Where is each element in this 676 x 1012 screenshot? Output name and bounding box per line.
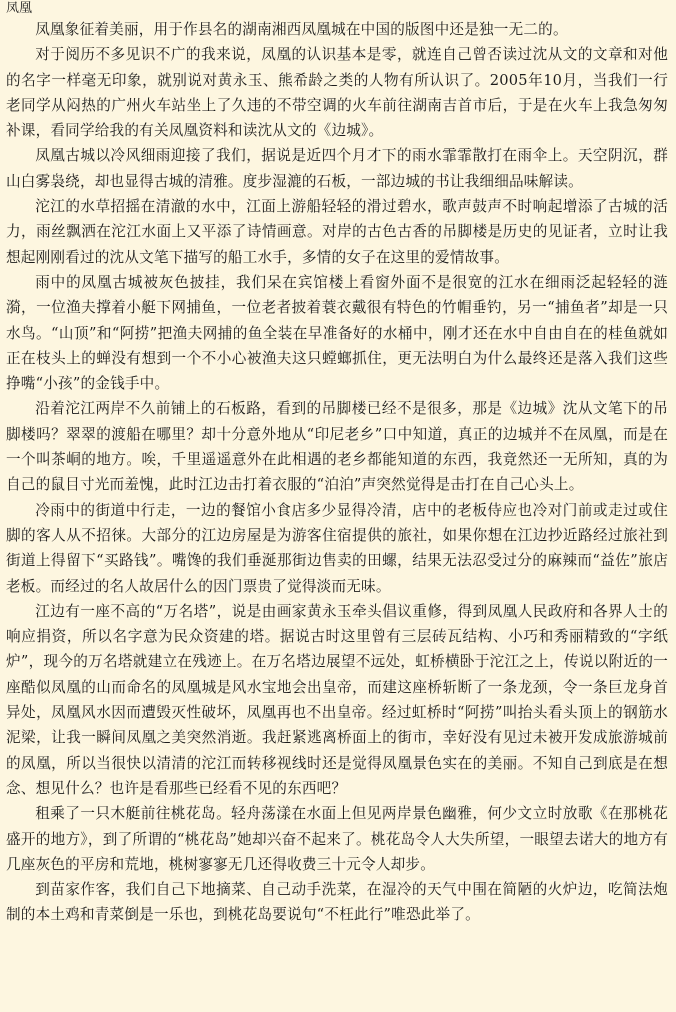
paragraph: 凤凰古城以冷风细雨迎接了我们，据说是近四个月才下的雨水霏霏散打在雨伞上。天空阴沉，群山白雾袅绕，却也显得古城的清雅。度步湿漉的石板，一部边城的书让我细细品味解读。 bbox=[6, 147, 668, 190]
article-title: 凤凰 bbox=[6, 1, 33, 16]
paragraph: 对于阅历不多见识不广的我来说，凤凰的认识基本是零，就连自己曾否读过沈从文的文章和对他的名字一样毫无印象，就别说对黄永玉、熊希龄之类的人物有所认识了。2005年10月，当我们一行老同学从闷热的广州火车站坐上了久违的不带空调的火车前往湖南吉首市后，于是在火车上我急匆匆补课，看同学给我的有关凤凰资料和读沈从文的《边城》。 bbox=[6, 46, 668, 140]
paragraph: 雨中的凤凰古城被灰色披挂，我们呆在宾馆楼上看窗外面不是很宽的江水在细雨泛起轻轻的涟漪，一位渔夫撑着小艇下网捕鱼，一位老者披着蓑衣戴很有特色的竹帽垂钓，另一“捕鱼者”却是一只水鸟。“山顶”和“阿捞”把渔夫网捕的鱼全装在早准备好的水桶中，刚才还在水中自由自在的桂鱼就如正在枝头上的蝉没有想到一个不小心被渔夫这只螳螂抓住，更无法明白为什么最终还是落入我们这些挣嘴“小孩”的金钱手中。 bbox=[6, 273, 668, 393]
paragraph: 凤凰象征着美丽，用于作县名的湖南湘西凤凰城在中国的版图中还是独一无二的。 bbox=[35, 21, 568, 38]
paragraph: 租乘了一只木艇前往桃花岛。轻舟荡漾在水面上但见两岸景色幽雅，何少文立时放歌《在那桃花盛开的地方》，到了所谓的“桃花岛”她却兴奋不起来了。桃花岛令人大失所望，一眼望去诺大的地方有几座灰色的平房和荒地，桃树寥寥无几还得收费三十元令人却步。 bbox=[6, 805, 668, 873]
paragraph: 沿着沱江两岸不久前铺上的石板路，看到的吊脚楼已经不是很多，那是《边城》沈从文笔下的吊脚楼吗？翠翠的渡船在哪里？却十分意外地从“印尼老乡”口中知道，真正的边城并不在凤凰，而是在一个叫茶峒的地方。唉，千里遥遥意外在此相遇的老乡都能知道的东西，我竟然还一无所知，真的为自己的鼠目寸光而羞愧，此时江边击打着衣服的“泊泊”声突然觉得是击打在自己心头上。 bbox=[6, 400, 668, 494]
paragraph: 到苗家作客，我们自己下地摘菜、自己动手洗菜，在湿冷的天气中围在简陋的火炉边，吃简法炮制的本土鸡和青菜倒是一乐也，到桃花岛要说句“不枉此行”唯恐此举了。 bbox=[6, 881, 668, 924]
paragraph: 沱江的水草招摇在清澈的水中，江面上游船轻轻的滑过碧水，歌声鼓声不时响起增添了古城的活力，雨丝飘洒在沱江水面上又平添了诗情画意。对岸的古色古香的吊脚楼是历史的见证者，立时让我想起刚刚看过的沈从文笔下描写的船工水手，多情的女子在这里的爱情故事。 bbox=[6, 198, 668, 266]
paragraph: 江边有一座不高的“万名塔”，说是由画家黄永玉牵头倡议重修，得到凤凰人民政府和各界人士的响应捐资，所以名字意为民众资建的塔。据说古时这里曾有三层砖瓦结构、小巧和秀丽精致的“字纸炉”，现今的万名塔就建立在残迹上。在万名塔边展望不远处，虹桥横卧于沱江之上，传说以附近的一座酷似凤凰的山而命名的凤凰城是风水宝地会出皇帝，而建这座桥斩断了一条龙颈，令一条巨龙身首异处，凤凰风水因而遭毁灭性破坏，凤凰再也不出皇帝。经过虹桥时“阿捞”叫抬头看头顶上的钢筋水泥梁，让我一瞬间凤凰之美突然消逝。我赶紧逃离桥面上的街市，幸好没有见过未被开发成旅游城前的凤凰，所以当很快以清清的沱江而转移视线时还是觉得凤凰景色实在的美丽。不知自己到底是在想念、想见什么？也许是看那些已经看不见的东西吧？ bbox=[6, 602, 668, 797]
article-body bbox=[6, 17, 668, 928]
paragraph: 冷雨中的街道中行走，一边的餐馆小食店多少显得冷清，店中的老板侍应也冷对门前或走过或住脚的客人从不招徕。大部分的江边房屋是为游客住宿提供的旅社，如果你想在江边抄近路经过旅社到街道上得留下“买路钱”。嘴馋的我们垂涎那街边售卖的田螺，结果无法忍受过分的麻辣而“益佐”旅店老板。而经过的名人故居什么的因门票贵了觉得淡而无味。 bbox=[6, 501, 668, 595]
